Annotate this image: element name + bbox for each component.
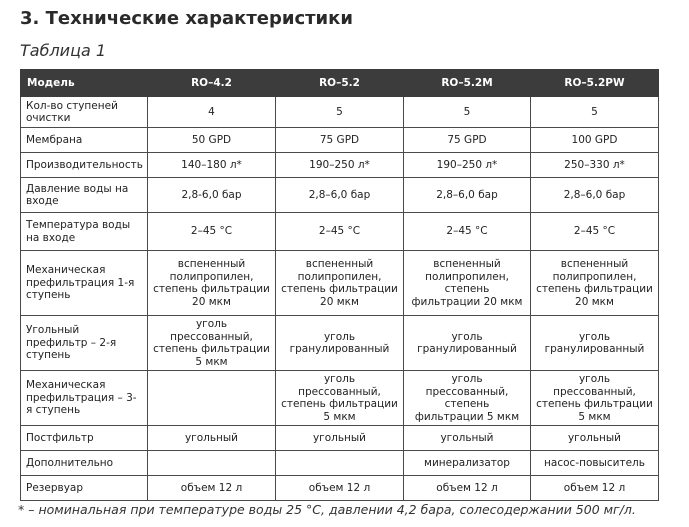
cell-value: угольный — [276, 426, 404, 451]
header-model-ro-4-2: RO–4.2 — [148, 70, 276, 97]
cell-value: 50 GPD — [148, 128, 276, 153]
table-row — [21, 153, 659, 178]
cell-value: 75 GPD — [276, 128, 404, 153]
cell-value: уголь прессованный, степень фильтрации 5 мкм — [148, 316, 276, 371]
row-label: Угольный префильтр – 2-я ступень — [21, 316, 148, 371]
cell-value: 2–45 °C — [276, 213, 404, 251]
table-footnote: * – номинальная при температуре воды 25 °C, давлении 4,2 бара, солесодержании 500 мг/л. — [18, 502, 636, 517]
cell-value: уголь прессованный, степень фильтрации 5 мкм — [404, 371, 531, 426]
cell-value: 140–180 л* — [148, 153, 276, 178]
table-row — [21, 371, 659, 426]
cell-value: уголь прессованный, степень фильтрации 5 мкм — [531, 371, 659, 426]
cell-value — [148, 451, 276, 476]
table-row — [21, 213, 659, 251]
cell-value: 2,8–6,0 бар — [531, 178, 659, 213]
cell-value: 100 GPD — [531, 128, 659, 153]
cell-value: вспененный полипропилен, степень фильтрации 20 мкм — [404, 251, 531, 316]
cell-value: 2–45 °C — [531, 213, 659, 251]
row-label: Температура воды на входе — [21, 213, 148, 251]
cell-value: уголь гранулированный — [404, 316, 531, 371]
cell-value: объем 12 л — [531, 476, 659, 501]
table-row — [21, 451, 659, 476]
cell-value: вспененный полипропилен, степень фильтрации 20 мкм — [276, 251, 404, 316]
cell-value: 2–45 °C — [148, 213, 276, 251]
cell-value: угольный — [148, 426, 276, 451]
cell-value: 5 — [531, 97, 659, 128]
cell-value: 75 GPD — [404, 128, 531, 153]
section-heading: 3. Технические характеристики — [20, 8, 353, 29]
cell-value: 2,8–6,0 бар — [404, 178, 531, 213]
header-model-ro-5-2: RO–5.2 — [276, 70, 404, 97]
row-label: Дополнительно — [21, 451, 148, 476]
cell-value: 190–250 л* — [276, 153, 404, 178]
row-label: Резервуар — [21, 476, 148, 501]
row-label: Мембрана — [21, 128, 148, 153]
cell-value: 4 — [148, 97, 276, 128]
table-row — [21, 128, 659, 153]
cell-value: уголь прессованный, степень фильтрации 5 мкм — [276, 371, 404, 426]
cell-value — [276, 451, 404, 476]
cell-value: объем 12 л — [276, 476, 404, 501]
row-label: Механическая префильтрация – 3-я ступень — [21, 371, 148, 426]
row-label: Постфильтр — [21, 426, 148, 451]
cell-value: уголь гранулированный — [276, 316, 404, 371]
table-row — [21, 251, 659, 316]
row-label: Производительность — [21, 153, 148, 178]
cell-value: 2–45 °C — [404, 213, 531, 251]
cell-value — [148, 371, 276, 426]
cell-value: 190–250 л* — [404, 153, 531, 178]
cell-value: 5 — [276, 97, 404, 128]
table-header-row — [21, 70, 659, 97]
header-model-label: Модель — [21, 70, 148, 97]
cell-value: 2,8–6,0 бар — [276, 178, 404, 213]
cell-value: объем 12 л — [148, 476, 276, 501]
row-label: Механическая префильтрация 1-я ступень — [21, 251, 148, 316]
table-row — [21, 178, 659, 213]
cell-value: угольный — [404, 426, 531, 451]
cell-value: 250–330 л* — [531, 153, 659, 178]
header-model-ro-5-2m: RO–5.2M — [404, 70, 531, 97]
table-row — [21, 476, 659, 501]
cell-value: 2,8-6,0 бар — [148, 178, 276, 213]
cell-value: 5 — [404, 97, 531, 128]
spec-table — [20, 69, 659, 501]
table-row — [21, 316, 659, 371]
cell-value: угольный — [531, 426, 659, 451]
cell-value: вспененный полипропилен, степень фильтрации 20 мкм — [148, 251, 276, 316]
table-row — [21, 97, 659, 128]
table-row — [21, 426, 659, 451]
cell-value: насос-повыситель — [531, 451, 659, 476]
cell-value: минерализатор — [404, 451, 531, 476]
row-label: Кол-во ступеней очистки — [21, 97, 148, 128]
cell-value: вспененный полипропилен, степень фильтрации 20 мкм — [531, 251, 659, 316]
row-label: Давление воды на входе — [21, 178, 148, 213]
table-caption: Таблица 1 — [20, 41, 107, 60]
header-model-ro-5-2pw: RO–5.2PW — [531, 70, 659, 97]
cell-value: объем 12 л — [404, 476, 531, 501]
cell-value: уголь гранулированный — [531, 316, 659, 371]
